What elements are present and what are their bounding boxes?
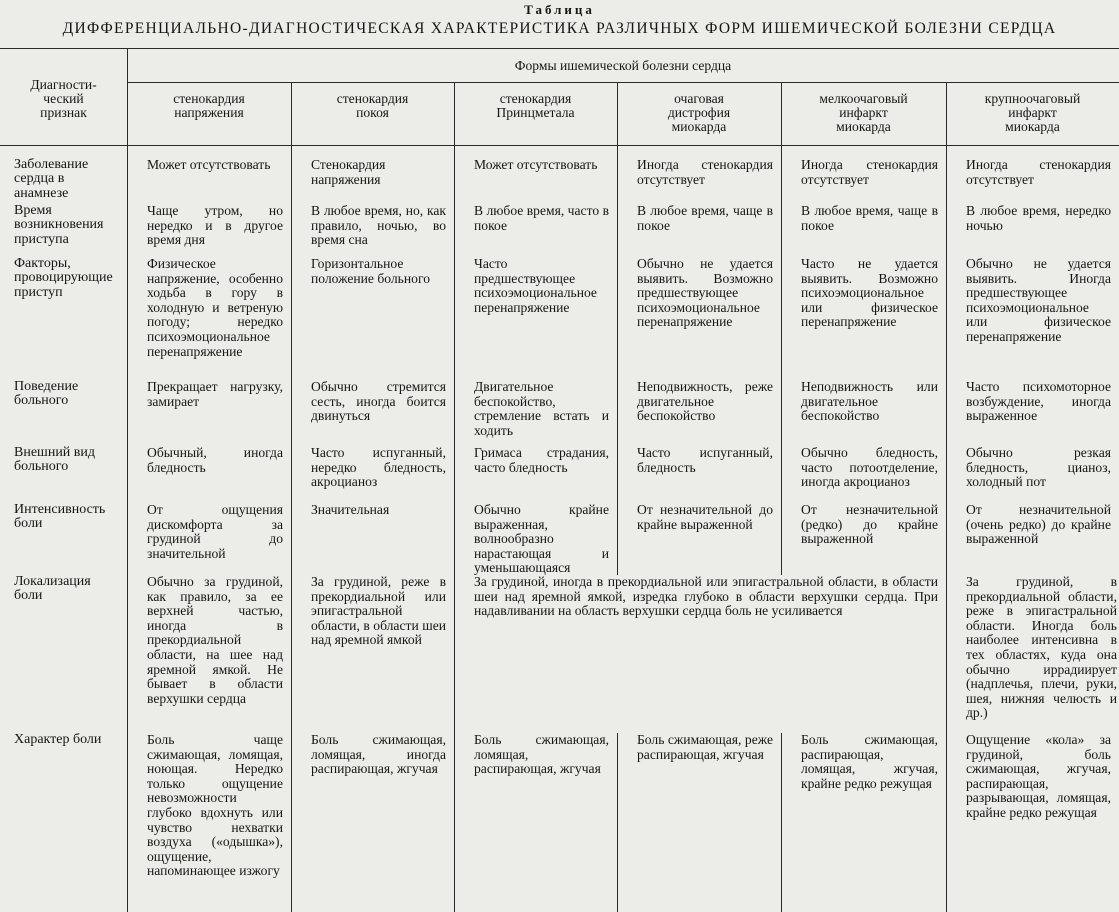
column-rule [781, 82, 782, 575]
table-cell: Боль сжимающая, ломящая, иногда распирающая, жгучая [311, 733, 446, 777]
column-rule [454, 82, 455, 912]
row-label: Факторы, провоцирующие приступ [14, 257, 113, 300]
table-cell: За грудиной, в прекордиальной области, реже в эпигастральной области. Иногда боль наиболее интенсивна в тех областях, куда она обычно иррадиирует (надплечья, плечи, руки, шея, нижняя челюсть и др.) [966, 575, 1117, 721]
table-label: Таблица [524, 2, 595, 17]
row-label: Поведение больного [14, 380, 79, 409]
table-cell: Может отсутствовать [147, 158, 271, 172]
table-cell: Иногда стенокардия отсутствует [637, 158, 773, 187]
corner-header: Диагности- ческий признак [30, 78, 97, 120]
table-cell: В любое время, нередко ночью [966, 204, 1111, 233]
table-cell: Обычно за грудиной, как правило, за ее верхней частью, иногда в прекордиальной области, на шее над яремной ямкой. Не бывает в области верхушки сердца [147, 575, 283, 706]
table-cell: Значительная [311, 503, 390, 517]
table-cell: Часто предшествующее психоэмоциональное перенапряжение [474, 257, 597, 315]
column-rule [127, 48, 128, 912]
table-cell: Часто испуганный, нередко бледность, акроцианоз [311, 446, 446, 490]
table-cell: Боль сжимающая, реже распирающая, жгучая [637, 733, 773, 762]
table-cell: Горизонтальное положение больного [311, 257, 430, 286]
row-label: Интенсивность боли [14, 503, 106, 532]
column-rule [946, 82, 947, 912]
table-cell: Боль сжимающая, распирающая, ломящая, жгучая, крайне редко режущая [801, 733, 938, 791]
column-rule [617, 733, 618, 912]
table-cell: Обычный, иногда бледность [147, 446, 283, 475]
table-cell: В любое время, часто в покое [474, 204, 609, 233]
column-rule [617, 82, 618, 575]
table-cell: Двигательное беспокойство, стремление встать и ходить [474, 380, 609, 438]
row-label: Заболевание сердца в анамнезе [14, 158, 89, 201]
column-header: стенокардия напряжения [173, 92, 245, 120]
table-cell: От ощущения дискомфорта за грудиной до значительной [147, 503, 283, 561]
table-cell: Неподвижность или двигательное беспокойство [801, 380, 938, 424]
table-cell: Обычно стремится сесть, иногда боится двинуться [311, 380, 446, 424]
column-header: мелкоочаговый инфаркт миокарда [819, 92, 908, 134]
table-cell: Иногда стенокардия отсутствует [966, 158, 1111, 187]
header-bottom-rule [0, 145, 1119, 146]
table-cell: Обычно не удается выявить. Возможно предшествующее психоэмоциональное перенапряжение [637, 257, 773, 330]
table-cell: От незначительной до крайне выраженной [637, 503, 773, 532]
table-title: ДИФФЕРЕНЦИАЛЬНО-ДИАГНОСТИЧЕСКАЯ ХАРАКТЕРИСТИКА РАЗЛИЧНЫХ ФОРМ ИШЕМИЧЕСКОЙ БОЛЕЗНИ СЕРДЦА [62, 20, 1057, 37]
table-cell: Чаще утром, но нередко и в другое время дня [147, 204, 283, 248]
table-cell: От незначительной (очень редко) до крайне выраженной [966, 503, 1111, 547]
table-cell: Гримаса страдания, часто бледность [474, 446, 609, 475]
table-cell: От незначительной (редко) до крайне выраженной [801, 503, 938, 547]
table-cell: В любое время, чаще в покое [801, 204, 938, 233]
table-cell: Боль сжимающая, ломящая, распирающая, жгучая [474, 733, 609, 777]
group-header-rule [127, 82, 1119, 83]
table-cell: Ощущение «кола» за грудиной, боль сжимающая, жгучая, распирающая, разрывающая, ломящая, крайне редко режущая [966, 733, 1111, 820]
table-cell: За грудиной, реже в прекордиальной или эпигастральной области, в области шеи над яремной ямкой [311, 575, 446, 648]
table-cell: Обычно резкая бледность, цианоз, холодный пот [966, 446, 1111, 490]
table-cell: Неподвижность, реже двигательное беспокойство [637, 380, 773, 424]
table-cell: Может отсутствовать [474, 158, 598, 172]
table-cell: Прекращает нагрузку, замирает [147, 380, 283, 409]
table-cell: В любое время, но, как правило, ночью, во время сна [311, 204, 446, 248]
table-cell: Обычно бледность, часто потоотделение, иногда акроцианоз [801, 446, 938, 490]
column-header: стенокардия покоя [336, 92, 409, 120]
row-label: Внешний вид больного [14, 446, 96, 475]
column-header: крупноочаговый инфаркт миокарда [984, 92, 1081, 134]
column-rule [781, 733, 782, 912]
table-cell: Часто не удается выявить. Возможно психоэмоциональное или физическое перенапряжение [801, 257, 938, 330]
table-cell: Иногда стенокардия отсутствует [801, 158, 938, 187]
row-label: Локализация боли [14, 575, 91, 604]
table-cell: Часто психомоторное возбуждение, иногда выраженное [966, 380, 1111, 424]
table-cell: В любое время, чаще в покое [637, 204, 773, 233]
table-cell: Физическое напряжение, особенно ходьба в гору в холодную и ветреную погоду; нередко психоэмоциональное перенапряжение [147, 257, 283, 359]
row-label: Характер боли [14, 733, 102, 747]
table-cell: Стенокардия напряжения [311, 158, 386, 187]
row-label: Время возникновения приступа [14, 204, 104, 247]
column-header: очаговая дистрофия миокарда [667, 92, 731, 134]
table-top-rule [0, 48, 1119, 49]
column-rule [291, 82, 292, 912]
table-cell-merged: За грудиной, иногда в прекордиальной или эпигастральной области, в области шеи над яремной ямкой, изредка глубоко в области верхушки сердца. При надавливании на область верхушки сердца боль не усиливается [474, 575, 938, 619]
table-cell: Обычно крайне выраженная, волнообразно нарастающая и уменьшающаяся [474, 503, 609, 575]
table-cell: Часто испуганный, бледность [637, 446, 773, 475]
group-header: Формы ишемической болезни сердца [514, 58, 732, 73]
table-cell: Обычно не удается выявить. Иногда предшествующее психоэмоциональное или физическое перенапряжение [966, 257, 1111, 344]
column-header: стенокардия Принцметала [496, 92, 575, 120]
table-cell: Боль чаще сжимающая, ломящая, ноющая. Нередко только ощущение невозможности глубоко вдохнуть или чувство нехватки воздуха («одышка»), ощущение, напоминающее изжогу [147, 733, 283, 879]
